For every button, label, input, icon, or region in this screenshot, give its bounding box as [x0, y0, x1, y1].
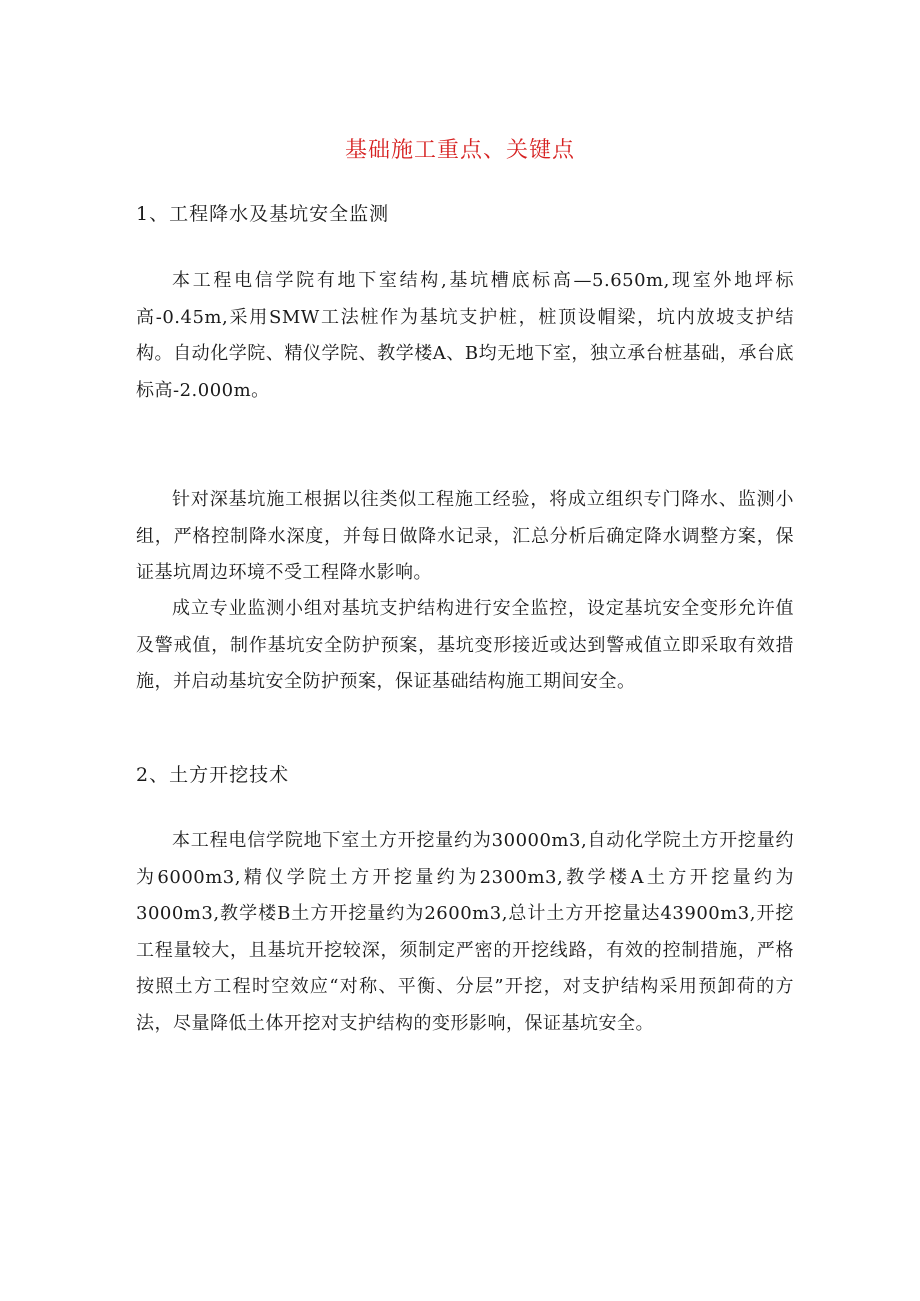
paragraph: 本工程电信学院有地下室结构,基坑槽底标高—5.650m,现室外地坪标高-0.45m,采用SMW工法桩作为基坑支护桩，桩顶设帽梁，坑内放坡支护结构。自动化学院、精仪学院、教学楼A、B均无地下室，独立承台桩基础，承台底标高-2.000m。 [136, 270, 794, 401]
section-heading-excavation: 2、土方开挖技术 [136, 764, 290, 786]
paragraph: 针对深基坑施工根据以往类似工程施工经验，将成立组织专门降水、监测小组，严格控制降水深度，并每日做降水记录，汇总分析后确定降水调整方案，保证基坑周边环境不受工程降水影响。 [136, 489, 794, 583]
paragraph: 本工程电信学院地下室土方开挖量约为30000m3,自动化学院土方开挖量约为6000m3,精仪学院土方开挖量约为2300m3,教学楼A土方开挖量约为3000m3,教学楼B土方开挖量约为2600m3,总计土方开挖量达43900m3,开挖工程量较大，且基坑开挖较深，须制定严密的开挖线路，有效的控制措施，严格按照土方工程时空效应“对称、平衡、分层”开挖，对支护结构采用预卸荷的方法，尽量降低土体开挖对支护结构的变形影响，保证基坑安全。 [136, 830, 794, 1034]
document-title: 基础施工重点、关键点 [344, 138, 575, 163]
section-heading-dewatering: 1、工程降水及基坑安全监测 [136, 203, 390, 225]
paragraph: 成立专业监测小组对基坑支护结构进行安全监控，设定基坑安全变形允许值及警戒值，制作基坑安全防护预案，基坑变形接近或达到警戒值立即采取有效措施，并启动基坑安全防护预案，保证基础结构施工期间安全。 [136, 598, 794, 692]
